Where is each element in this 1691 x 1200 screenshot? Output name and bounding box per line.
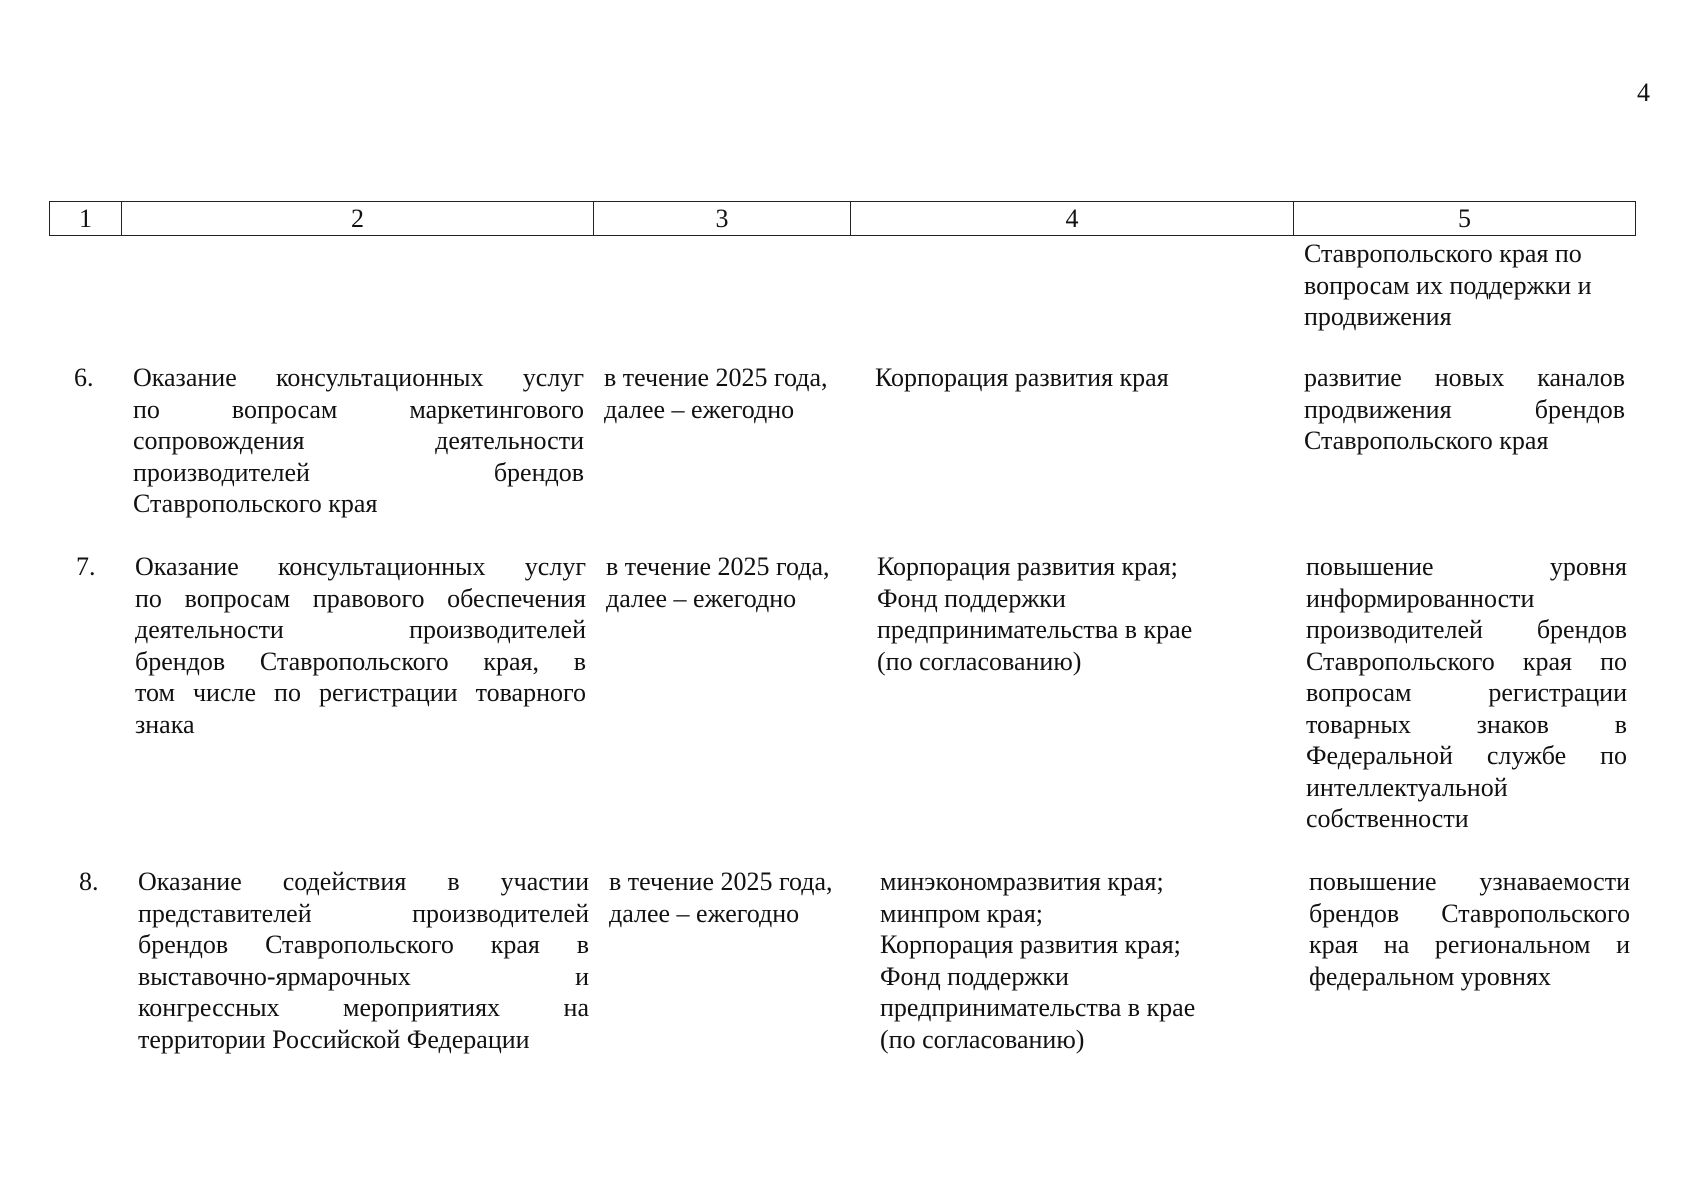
text-line: территории Российской Федерации: [138, 1024, 530, 1054]
text-line: края на региональном и: [1309, 930, 1630, 959]
text-line: Оказание консультационных услуг: [133, 363, 584, 392]
text-line: производителей брендов: [133, 457, 584, 487]
text-line: вопросам регистрации: [1306, 678, 1627, 707]
text-line: брендов Ставропольского: [1309, 898, 1630, 928]
row-responsible: Корпорация развития края; Фонд поддержки предпринимательства в крае (по согласованию): [877, 552, 1193, 676]
row-number: 6.: [74, 363, 94, 392]
row-description: [133, 362, 584, 520]
text-line: Оказание содействия в участии: [138, 867, 589, 896]
row-deadline: в течение 2025 года, далее – ежегодно: [604, 363, 828, 424]
row-deadline: в течение 2025 года, далее – ежегодно: [609, 867, 833, 928]
text-line: продвижения: [1304, 302, 1452, 331]
text-line: Ставропольского края по: [1306, 646, 1627, 676]
row-responsible: Корпорация развития края: [875, 363, 1169, 392]
text-line: конгрессных мероприятиях на: [138, 993, 589, 1022]
row-number: 7.: [76, 552, 96, 581]
row-result: [1306, 551, 1627, 835]
text-line: знака: [135, 709, 195, 739]
text-line: том числе по регистрации товарного: [135, 678, 586, 707]
text-line: выставочно-ярмарочных и: [138, 961, 589, 991]
column-header-4: 4: [851, 202, 1294, 235]
row-responsible: минэкономразвития края; минпром края; Корпорация развития края; Фонд поддержки предпринимательства в крае (по согласованию): [880, 867, 1196, 1054]
table-header-row: [49, 201, 1636, 236]
text-line: по вопросам правового обеспечения: [135, 583, 586, 613]
text-line: Ставропольского края: [133, 489, 378, 518]
row-deadline: в течение 2025 года, далее – ежегодно: [606, 552, 830, 613]
text-line: представителей производителей: [138, 898, 589, 928]
text-line: деятельности производителей: [135, 615, 586, 644]
text-line: Оказание консультационных услуг: [135, 552, 586, 581]
text-line: повышение узнаваемости: [1309, 867, 1630, 896]
row-description: [138, 866, 589, 1055]
column-header-5: 5: [1458, 204, 1471, 233]
column-header-3: 3: [594, 202, 851, 235]
row-description: [135, 551, 586, 740]
text-line: Ставропольского края по: [1304, 239, 1582, 268]
text-line: Ставропольского края: [1304, 426, 1549, 455]
row-result: [1304, 362, 1625, 457]
row-number: 8.: [79, 867, 99, 896]
text-line: товарных знаков в: [1306, 709, 1627, 739]
text-line: брендов Ставропольского края, в: [135, 646, 586, 676]
column-header-1: 1: [50, 202, 122, 235]
text-line: интеллектуальной: [1306, 772, 1508, 802]
text-line: федеральном уровнях: [1309, 961, 1551, 991]
text-line: брендов Ставропольского края в: [138, 930, 589, 959]
text-line: сопровождения деятельности: [133, 426, 584, 455]
text-line: производителей брендов: [1306, 615, 1627, 644]
text-line: продвижения брендов: [1304, 394, 1625, 424]
text-line: повышение уровня: [1306, 552, 1627, 581]
text-line: Федеральной службе по: [1306, 741, 1627, 770]
text-line: развитие новых каналов: [1304, 363, 1625, 392]
text-line: собственности: [1306, 804, 1469, 833]
text-line: вопросам их поддержки и: [1304, 270, 1592, 300]
text-line: информированности: [1306, 583, 1535, 613]
text-line: по вопросам маркетингового: [133, 394, 584, 424]
page-number: 4: [1637, 78, 1650, 107]
column-header-2: 2: [122, 202, 594, 235]
continuation-cell-col5: [1304, 238, 1620, 333]
row-result: [1309, 866, 1630, 992]
